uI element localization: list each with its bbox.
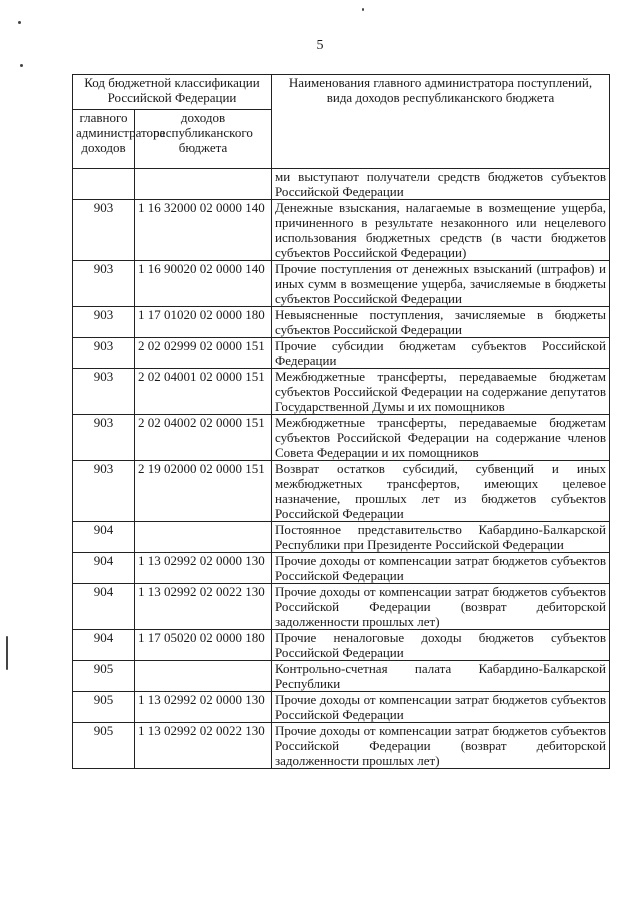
table-row [73,661,610,692]
table-row [73,723,610,769]
income-code-cell [135,169,272,200]
admin-code-cell: 905 [73,692,135,723]
table-row [73,461,610,522]
admin-code-cell: 903 [73,461,135,522]
income-name-cell: Контрольно-счетная палата Кабардино-Балкарской Республики [272,661,610,692]
header-admin-code: главного администратора доходов [73,110,135,169]
admin-code-cell [73,169,135,200]
income-code-cell: 2 02 04001 02 0000 151 [135,369,272,415]
header-admin-name: Наименования главного администратора поступлений, вида доходов республиканского бюджета [272,75,610,169]
header-row-top [73,75,610,110]
income-code-cell: 1 13 02992 02 0022 130 [135,723,272,769]
income-name-cell: Прочие доходы от компенсации затрат бюджетов субъектов Российской Федерации [272,692,610,723]
table-row [73,553,610,584]
income-code-cell [135,522,272,553]
admin-code-cell: 905 [73,661,135,692]
income-name-cell: Постоянное представительство Кабардино-Балкарской Республики при Президенте Российской Федерации [272,522,610,553]
income-name-cell: Прочие неналоговые доходы бюджетов субъектов Российской Федерации [272,630,610,661]
admin-code-cell: 904 [73,553,135,584]
table-row [73,169,610,200]
budget-classification-table [72,74,610,769]
table-row [73,630,610,661]
income-code-cell: 1 13 02992 02 0000 130 [135,692,272,723]
table-row [73,369,610,415]
table-row [73,338,610,369]
income-code-cell: 1 13 02992 02 0000 130 [135,553,272,584]
income-code-cell: 1 17 01020 02 0000 180 [135,307,272,338]
table-row [73,261,610,307]
admin-code-cell: 903 [73,338,135,369]
admin-code-cell: 903 [73,307,135,338]
income-name-cell: Денежные взыскания, налагаемые в возмещение ущерба, причиненного в результате незаконного или нецелевого использования бюджетных средств (в части бюджетов субъектов Российской Федерации) [272,200,610,261]
admin-code-cell: 903 [73,261,135,307]
admin-code-cell: 904 [73,584,135,630]
table-row [73,307,610,338]
income-name-cell: Прочие доходы от компенсации затрат бюджетов субъектов Российской Федерации [272,553,610,584]
income-name-cell: Прочие субсидии бюджетам субъектов Российской Федерации [272,338,610,369]
income-name-cell: Прочие доходы от компенсации затрат бюджетов субъектов Российской Федерации (возврат дебиторской задолженности прошлых лет) [272,584,610,630]
income-code-cell: 1 16 32000 02 0000 140 [135,200,272,261]
admin-code-cell: 904 [73,630,135,661]
income-code-cell: 2 02 04002 02 0000 151 [135,415,272,461]
income-code-cell: 2 02 02999 02 0000 151 [135,338,272,369]
admin-code-cell: 903 [73,200,135,261]
table-row [73,200,610,261]
scan-mark [18,21,21,24]
scan-mark [20,64,23,67]
income-code-cell: 1 17 05020 02 0000 180 [135,630,272,661]
income-code-cell: 1 13 02992 02 0022 130 [135,584,272,630]
income-name-cell: Прочие поступления от денежных взысканий (штрафов) и иных сумм в возмещение ущерба, зачисляемые в бюджеты субъектов Российской Федерации [272,261,610,307]
admin-code-cell: 903 [73,415,135,461]
income-name-cell: Прочие доходы от компенсации затрат бюджетов субъектов Российской Федерации (возврат дебиторской задолженности прошлых лет) [272,723,610,769]
income-name-cell: Межбюджетные трансферты, передаваемые бюджетам субъектов Российской Федерации на содержание депутатов Государственной Думы и их помощников [272,369,610,415]
scan-mark [362,8,364,11]
income-code-cell: 1 16 90020 02 0000 140 [135,261,272,307]
admin-code-cell: 903 [73,369,135,415]
table-row [73,584,610,630]
admin-code-cell: 904 [73,522,135,553]
income-code-cell [135,661,272,692]
income-name-cell: Межбюджетные трансферты, передаваемые бюджетам субъектов Российской Федерации на содержание членов Совета Федерации и их помощников [272,415,610,461]
table-row [73,415,610,461]
table-row [73,692,610,723]
admin-code-cell: 905 [73,723,135,769]
income-name-cell: ми выступают получатели средств бюджетов субъектов Российской Федерации [272,169,610,200]
table-row [73,522,610,553]
header-income-code: доходов республиканского бюджета [135,110,272,169]
income-name-cell: Невыясненные поступления, зачисляемые в бюджеты субъектов Российской Федерации [272,307,610,338]
income-code-cell: 2 19 02000 02 0000 151 [135,461,272,522]
income-name-cell: Возврат остатков субсидий, субвенций и иных межбюджетных трансфертов, имеющих целевое назначение, прошлых лет из бюджетов субъектов Российской Федерации [272,461,610,522]
scan-mark [6,636,8,670]
page-number: 5 [316,38,324,53]
header-classification-code: Код бюджетной классификации Российской Федерации [73,75,272,110]
